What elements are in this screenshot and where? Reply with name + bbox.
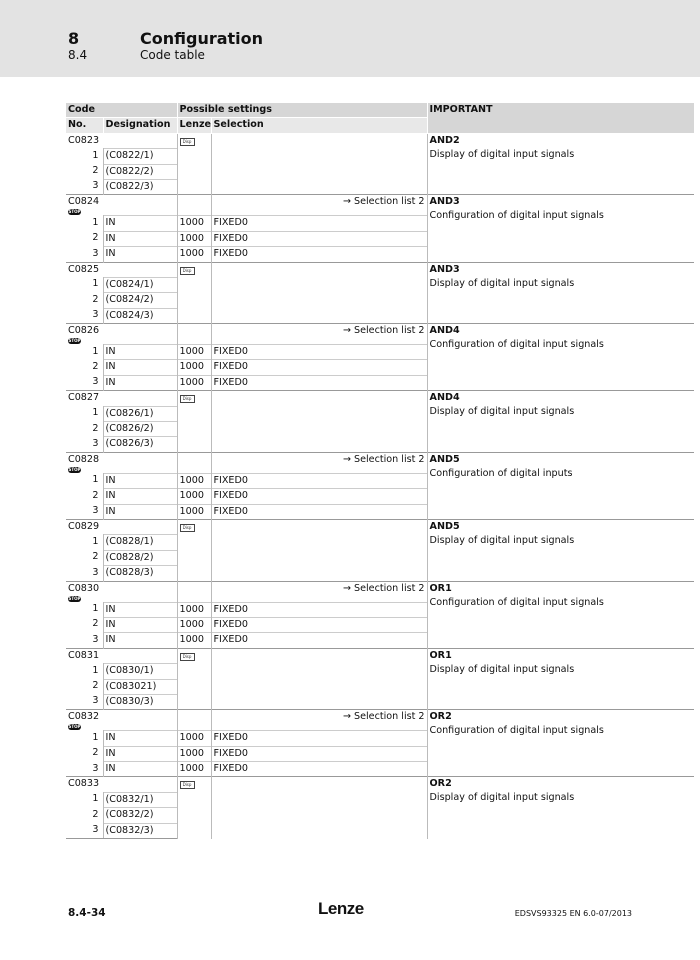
subcode-number: 3 xyxy=(66,247,103,262)
selection-value: FIXED0 xyxy=(211,617,427,632)
important-cell xyxy=(427,581,694,648)
function-block-name: AND5 xyxy=(429,453,460,465)
selection-value: FIXED0 xyxy=(211,489,427,504)
code-number: C0824 xyxy=(68,196,100,208)
stop-icon: STOP xyxy=(68,724,81,730)
selection-value: FIXED0 xyxy=(211,504,427,519)
subcode-number: 2 xyxy=(66,808,103,823)
header-lenze: Lenze xyxy=(177,118,211,133)
lenze-cell xyxy=(177,581,211,602)
function-block-name: AND4 xyxy=(429,392,460,404)
selection-cell xyxy=(211,519,427,581)
display-only-icon: Disp xyxy=(180,781,195,789)
selection-cell xyxy=(211,777,427,839)
subcode-number: 3 xyxy=(66,504,103,519)
stop-icon: STOP xyxy=(68,466,81,472)
designation: (C0824/2) xyxy=(103,293,177,308)
subcode-number: 2 xyxy=(66,617,103,632)
code-row xyxy=(66,581,694,602)
code-number: C0831 xyxy=(68,649,100,661)
lenze-value: 1000 xyxy=(177,746,211,761)
designation: (C0828/3) xyxy=(103,566,177,581)
function-block-name: AND3 xyxy=(429,196,460,208)
lenze-value: 1000 xyxy=(177,360,211,375)
subcode-number: 3 xyxy=(66,179,103,194)
code-number: C0825 xyxy=(68,263,100,275)
lenze-value: 1000 xyxy=(177,375,211,390)
function-description: Display of digital input signals xyxy=(429,663,575,675)
important-cell xyxy=(427,391,694,453)
subcode-number: 2 xyxy=(66,679,103,694)
designation: IN xyxy=(103,247,177,262)
header-possible-settings: Possible settings xyxy=(177,103,427,118)
code-cell xyxy=(66,710,177,731)
important-cell xyxy=(427,648,694,710)
designation: IN xyxy=(103,762,177,777)
page-number: 8.4-34 xyxy=(68,907,106,919)
important-cell xyxy=(427,133,694,195)
code-cell xyxy=(66,581,177,602)
designation: (C0822/2) xyxy=(103,164,177,179)
function-description: Configuration of digital input signals xyxy=(429,596,604,608)
subcode-number: 1 xyxy=(66,731,103,746)
lenze-value: 1000 xyxy=(177,633,211,648)
display-only-icon: Disp xyxy=(180,267,195,275)
designation: IN xyxy=(103,489,177,504)
function-description: Configuration of digital input signals xyxy=(429,725,604,737)
subcode-number: 1 xyxy=(66,216,103,231)
designation: IN xyxy=(103,231,177,246)
subcode-number: 2 xyxy=(66,489,103,504)
subcode-number: 2 xyxy=(66,360,103,375)
selection-value: FIXED0 xyxy=(211,633,427,648)
document-id: EDSVS93325 EN 6.0-07/2013 xyxy=(514,909,632,918)
lenze-cell xyxy=(177,648,211,710)
subcode-number: 1 xyxy=(66,473,103,488)
subcode-number: 1 xyxy=(66,602,103,617)
lenze-value: 1000 xyxy=(177,216,211,231)
lenze-value: 1000 xyxy=(177,489,211,504)
code-cell xyxy=(66,648,177,663)
lenze-value: 1000 xyxy=(177,617,211,632)
important-cell xyxy=(427,710,694,777)
code-number: C0827 xyxy=(68,392,100,404)
section-number: 8.4 xyxy=(68,48,88,62)
selection-cell xyxy=(211,262,427,324)
selection-value: FIXED0 xyxy=(211,360,427,375)
code-row xyxy=(66,262,694,277)
code-row xyxy=(66,324,694,345)
lenze-cell xyxy=(177,133,211,195)
function-block-name: AND4 xyxy=(429,325,460,337)
code-cell xyxy=(66,324,177,345)
code-number: C0832 xyxy=(68,711,100,723)
header-code: Code xyxy=(66,103,177,118)
designation: (C0832/1) xyxy=(103,792,177,807)
selection-list-link: → Selection list 2 xyxy=(211,324,427,345)
code-row xyxy=(66,710,694,731)
display-only-icon: Disp xyxy=(180,524,195,532)
designation: (C0830/1) xyxy=(103,664,177,679)
page-header xyxy=(0,0,700,77)
lenze-value: 1000 xyxy=(177,504,211,519)
designation: (C0822/3) xyxy=(103,179,177,194)
chapter-number: 8 xyxy=(68,29,80,48)
code-cell xyxy=(66,391,177,406)
important-cell xyxy=(427,519,694,581)
subcode-number: 3 xyxy=(66,437,103,452)
selection-list-link: → Selection list 2 xyxy=(211,710,427,731)
lenze-cell xyxy=(177,710,211,731)
code-table xyxy=(66,103,694,839)
designation: IN xyxy=(103,602,177,617)
important-cell xyxy=(427,324,694,391)
designation: IN xyxy=(103,216,177,231)
function-description: Configuration of digital input signals xyxy=(429,339,604,351)
subcode-number: 1 xyxy=(66,535,103,550)
stop-icon: STOP xyxy=(68,209,81,215)
subcode-number: 1 xyxy=(66,277,103,292)
subcode-number: 2 xyxy=(66,550,103,565)
designation: (C0832/3) xyxy=(103,823,177,838)
function-description: Display of digital input signals xyxy=(429,792,575,804)
code-cell xyxy=(66,452,177,473)
designation: (C0830/3) xyxy=(103,694,177,709)
code-cell xyxy=(66,195,177,216)
designation: IN xyxy=(103,504,177,519)
code-row xyxy=(66,195,694,216)
subcode-number: 2 xyxy=(66,231,103,246)
lenze-value: 1000 xyxy=(177,473,211,488)
selection-value: FIXED0 xyxy=(211,345,427,360)
code-cell xyxy=(66,777,177,792)
code-number: C0833 xyxy=(68,778,100,790)
designation: IN xyxy=(103,731,177,746)
code-number: C0828 xyxy=(68,453,100,465)
selection-list-link: → Selection list 2 xyxy=(211,195,427,216)
lenze-value: 1000 xyxy=(177,731,211,746)
function-block-name: OR1 xyxy=(429,649,452,661)
selection-value: FIXED0 xyxy=(211,375,427,390)
important-cell xyxy=(427,777,694,839)
designation: (C0826/1) xyxy=(103,406,177,421)
subcode-number: 3 xyxy=(66,762,103,777)
lenze-value: 1000 xyxy=(177,602,211,617)
section-title: Code table xyxy=(140,48,205,62)
designation: (C0832/2) xyxy=(103,808,177,823)
subcode-number: 1 xyxy=(66,406,103,421)
code-cell xyxy=(66,262,177,277)
designation: (C0824/1) xyxy=(103,277,177,292)
designation: (C0826/3) xyxy=(103,437,177,452)
lenze-cell xyxy=(177,519,211,581)
code-row xyxy=(66,648,694,663)
selection-value: FIXED0 xyxy=(211,746,427,761)
subcode-number: 1 xyxy=(66,345,103,360)
subcode-number: 1 xyxy=(66,149,103,164)
function-block-name: AND3 xyxy=(429,263,460,275)
function-description: Display of digital input signals xyxy=(429,277,575,289)
code-number: C0829 xyxy=(68,520,100,532)
designation: (C0824/3) xyxy=(103,308,177,323)
selection-cell xyxy=(211,648,427,710)
designation: IN xyxy=(103,345,177,360)
subcode-number: 1 xyxy=(66,792,103,807)
function-block-name: OR2 xyxy=(429,711,452,723)
designation: IN xyxy=(103,633,177,648)
subcode-number: 2 xyxy=(66,746,103,761)
designation: (C083021) xyxy=(103,679,177,694)
designation: (C0828/2) xyxy=(103,550,177,565)
selection-cell xyxy=(211,391,427,453)
lenze-value: 1000 xyxy=(177,247,211,262)
lenze-value: 1000 xyxy=(177,762,211,777)
display-only-icon: Disp xyxy=(180,138,195,146)
subcode-number: 2 xyxy=(66,164,103,179)
lenze-logo: Lenze xyxy=(318,899,364,918)
code-number: C0826 xyxy=(68,325,100,337)
code-row xyxy=(66,133,694,148)
designation: IN xyxy=(103,375,177,390)
lenze-cell xyxy=(177,391,211,453)
important-cell xyxy=(427,262,694,324)
selection-value: FIXED0 xyxy=(211,247,427,262)
code-row xyxy=(66,519,694,534)
code-row xyxy=(66,452,694,473)
lenze-value: 1000 xyxy=(177,345,211,360)
function-description: Configuration of digital input signals xyxy=(429,210,604,222)
designation: IN xyxy=(103,360,177,375)
subcode-number: 3 xyxy=(66,375,103,390)
subcode-number: 3 xyxy=(66,694,103,709)
code-number: C0830 xyxy=(68,582,100,594)
selection-value: FIXED0 xyxy=(211,216,427,231)
selection-value: FIXED0 xyxy=(211,231,427,246)
function-block-name: OR2 xyxy=(429,778,452,790)
display-only-icon: Disp xyxy=(180,395,195,403)
function-description: Display of digital input signals xyxy=(429,534,575,546)
selection-value: FIXED0 xyxy=(211,762,427,777)
designation: IN xyxy=(103,617,177,632)
subcode-number: 2 xyxy=(66,422,103,437)
code-cell xyxy=(66,519,177,534)
code-number: C0823 xyxy=(68,134,100,146)
designation: IN xyxy=(103,473,177,488)
function-block-name: OR1 xyxy=(429,582,452,594)
chapter-title: Configuration xyxy=(140,29,264,48)
lenze-cell xyxy=(177,195,211,216)
selection-list-link: → Selection list 2 xyxy=(211,452,427,473)
code-row xyxy=(66,777,694,792)
lenze-cell xyxy=(177,262,211,324)
display-only-icon: Disp xyxy=(180,653,195,661)
function-block-name: AND2 xyxy=(429,134,460,146)
code-cell xyxy=(66,133,177,148)
function-description: Display of digital input signals xyxy=(429,406,575,418)
important-cell xyxy=(427,452,694,519)
header-selection: Selection xyxy=(211,118,427,133)
header-important: IMPORTANT xyxy=(427,103,694,133)
function-block-name: AND5 xyxy=(429,520,460,532)
important-cell xyxy=(427,195,694,262)
subcode-number: 2 xyxy=(66,293,103,308)
selection-list-link: → Selection list 2 xyxy=(211,581,427,602)
stop-icon: STOP xyxy=(68,595,81,601)
function-description: Display of digital input signals xyxy=(429,148,575,160)
subcode-number: 1 xyxy=(66,664,103,679)
lenze-cell xyxy=(177,452,211,473)
designation: (C0822/1) xyxy=(103,149,177,164)
header-designation: Designation xyxy=(103,118,177,133)
designation: (C0826/2) xyxy=(103,422,177,437)
code-row xyxy=(66,391,694,406)
header-no: No. xyxy=(66,118,103,133)
function-description: Configuration of digital inputs xyxy=(429,467,573,479)
lenze-cell xyxy=(177,324,211,345)
lenze-cell xyxy=(177,777,211,839)
subcode-number: 3 xyxy=(66,566,103,581)
selection-value: FIXED0 xyxy=(211,602,427,617)
selection-value: FIXED0 xyxy=(211,473,427,488)
selection-cell xyxy=(211,133,427,195)
designation: (C0828/1) xyxy=(103,535,177,550)
subcode-number: 3 xyxy=(66,633,103,648)
stop-icon: STOP xyxy=(68,338,81,344)
selection-value: FIXED0 xyxy=(211,731,427,746)
subcode-number: 3 xyxy=(66,308,103,323)
designation: IN xyxy=(103,746,177,761)
subcode-number: 3 xyxy=(66,823,103,838)
lenze-value: 1000 xyxy=(177,231,211,246)
